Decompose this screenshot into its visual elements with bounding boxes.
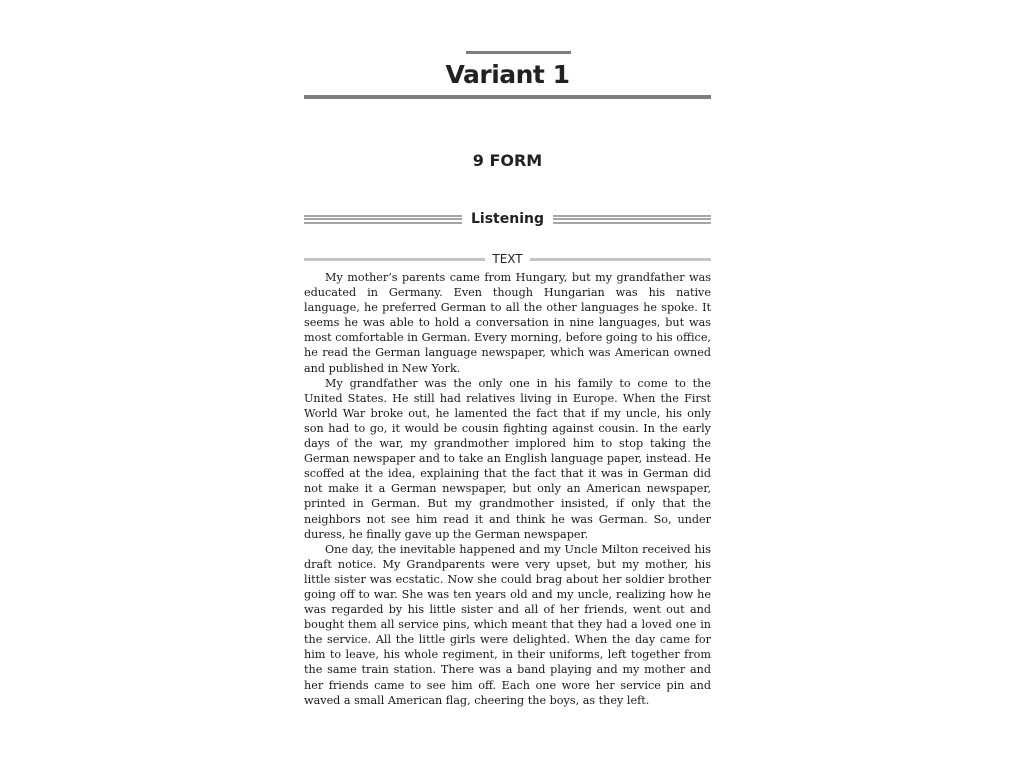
variant-title: Variant 1: [445, 60, 570, 89]
subsection-heading-row: [304, 251, 711, 267]
form-title: 9 FORM: [472, 151, 543, 170]
paragraph: My mother’s parents came from Hungary, but my grandfather was educated in Germany. Even though Hungarian was his native language, he preferred German to all the other languages he spoke. It seems he was able to hold a conversation in nine languages, but was most comfortable in German. Every morning, before going to his office, he read the German language newspaper, which was American owned and published in New York.: [304, 271, 711, 375]
section-rule-left: [304, 215, 462, 224]
paragraph: My grandfather was the only one in his family to come to the United States. He still had relatives living in Europe. When the First World War broke out, he lamented the fact that if my uncle, his only son had to go, it would be cousin fighting against cousin. In the early days of the war, my grandmother implored him to stop taking the German newspaper and to take an English language paper, instead. He scoffed at the idea, explaining that the fact that it was in German did not make it a German newspaper, but only an American newspaper, printed in German. But my grandmother insisted, if only that the neighbors not see him read it and think he was German. So, under duress, he finally gave up the German newspaper.: [304, 376, 711, 541]
subsection-label: TEXT: [492, 252, 523, 266]
paragraph: One day, the inevitable happened and my Uncle Milton received his draft notice. My Grandparents were very upset, but my mother, his little sister was ecstatic. Now she could brag about her soldier brother going off to war. She was ten years old and my uncle, realizing how he was regarded by his little sister and all of her friends, went out and bought them all service pins, which meant that they had a loved one in the service. All the little girls were delighted. When the day came for him to leave, his whole regiment, in their uniforms, left together from the same train station. There was a band playing and my mother and her friends came to see him off. Each one wore her service pin and waved a small American flag, cheering the boys, as they left.: [304, 542, 711, 707]
section-title: Listening: [471, 211, 544, 227]
subsection-rule-left: [304, 258, 485, 261]
section-rule-right: [553, 215, 711, 224]
header-bottom-rule: [304, 95, 711, 99]
section-heading-row: [304, 208, 711, 230]
listening-text-body: [304, 270, 711, 708]
header-top-rule: [466, 51, 571, 54]
subsection-rule-right: [530, 258, 711, 261]
